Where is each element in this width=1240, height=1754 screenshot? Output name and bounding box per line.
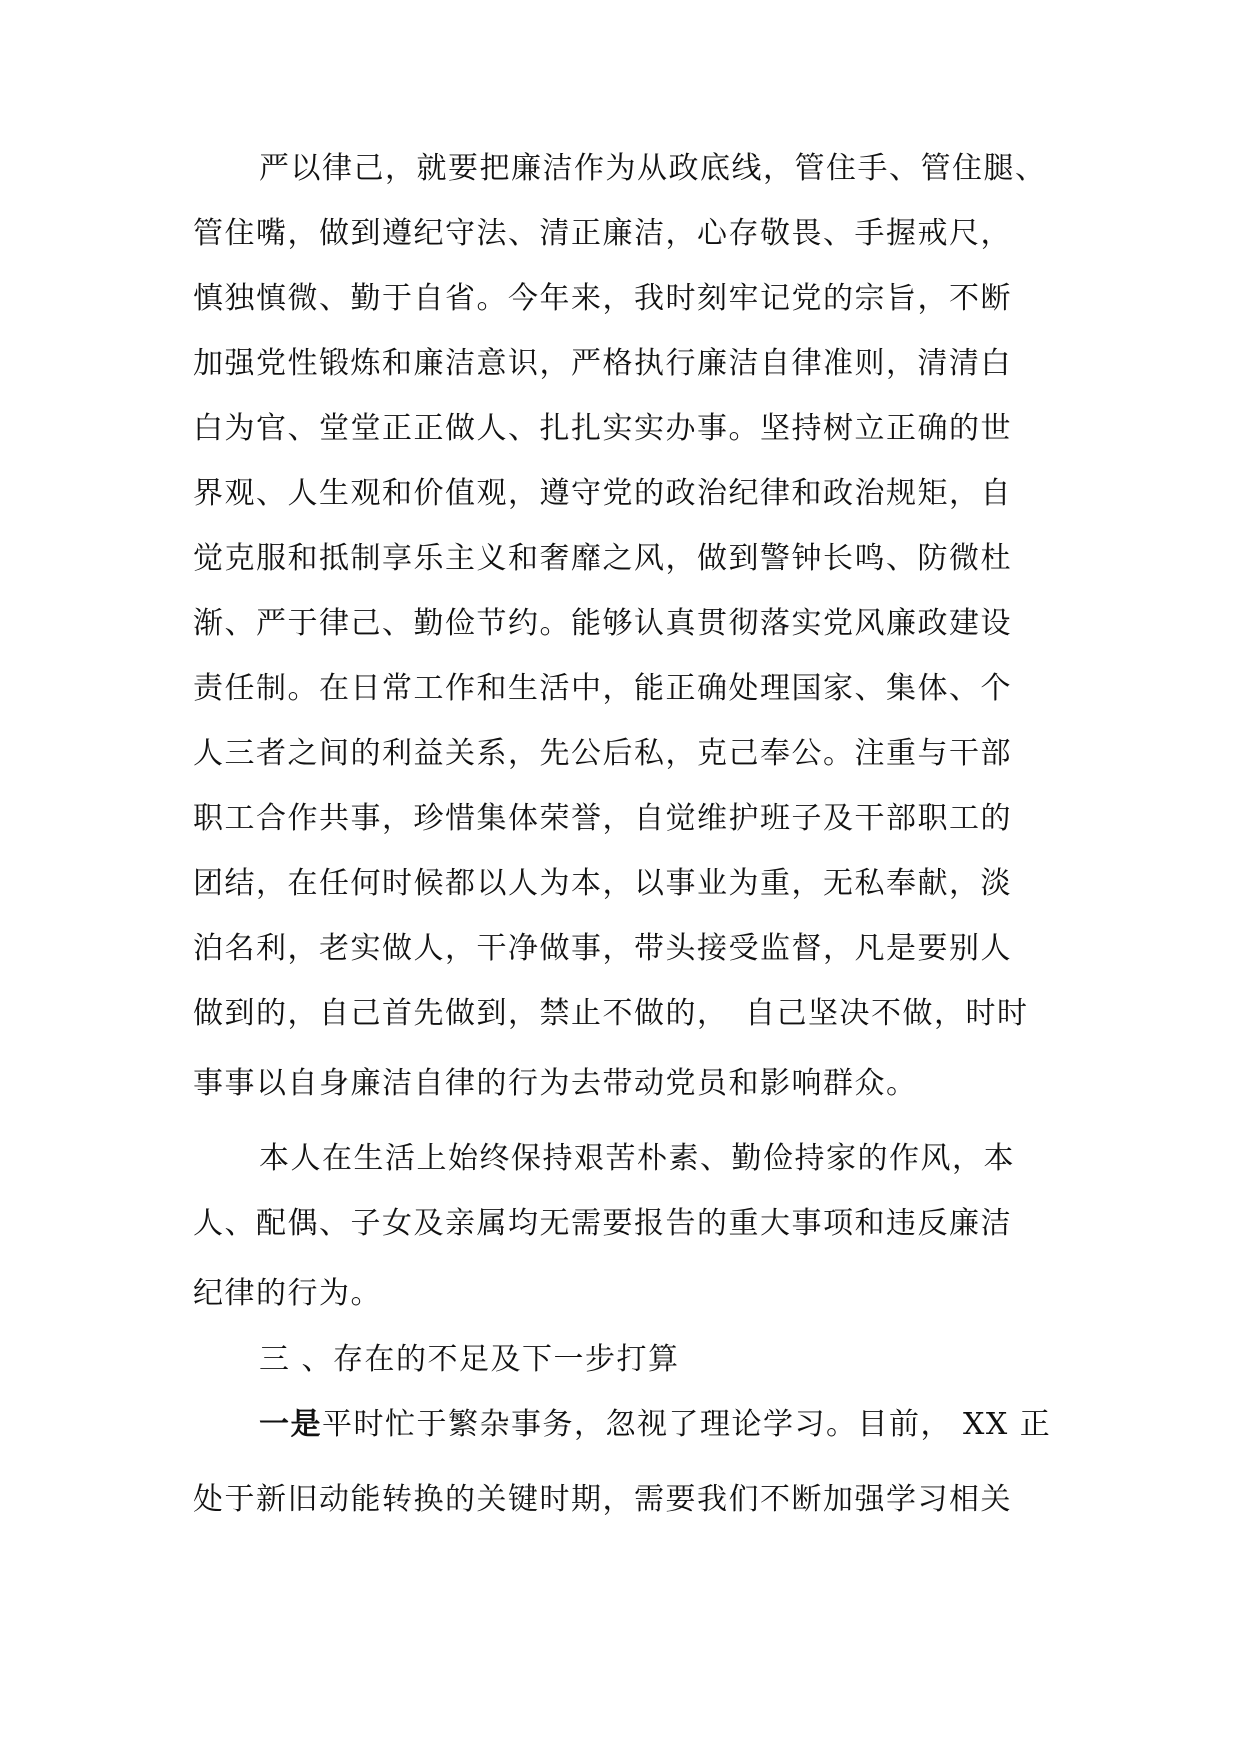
paragraph-line: 做到的，自己首先做到，禁止不做的， 自己坚决不做，时时 <box>193 996 1029 1031</box>
paragraph-line: 慎独慎微、勤于自省。今年来，我时刻牢记党的宗旨，不断 <box>193 281 1012 316</box>
paragraph-line: 界观、人生观和价值观，遵守党的政治纪律和政治规矩，自 <box>193 476 1012 511</box>
paragraph-line: 严以律己，就要把廉洁作为从政底线，管住手、管住腿、 <box>259 151 1047 186</box>
lead-bold-text: 一是 <box>259 1407 322 1442</box>
paragraph-line: 事事以自身廉洁自律的行为去带动党员和影响群众。 <box>193 1066 918 1101</box>
paragraph-line: 团结，在任何时候都以人为本，以事业为重，无私奉献，淡 <box>193 866 1012 901</box>
paragraph-line: 职工合作共事，珍惜集体荣誉，自觉维护班子及干部职工的 <box>193 801 1012 836</box>
paragraph-text: 平时忙于繁杂事务，忽视了理论学习。目前， XX 正 <box>322 1407 1052 1442</box>
paragraph-line: 管住嘴，做到遵纪守法、清正廉洁，心存敬畏、手握戒尺， <box>193 216 1012 251</box>
paragraph-line: 觉克服和抵制享乐主义和奢靡之风，做到警钟长鸣、防微杜 <box>193 541 1012 576</box>
paragraph-line: 渐、严于律己、勤俭节约。能够认真贯彻落实党风廉政建设 <box>193 606 1012 641</box>
paragraph-line <box>259 1405 1051 1445</box>
paragraph-line: 处于新旧动能转换的关键时期，需要我们不断加强学习相关 <box>193 1482 1012 1517</box>
paragraph-line: 纪律的行为。 <box>193 1276 382 1311</box>
section-heading: 三 、存在的不足及下一步打算 <box>259 1342 680 1377</box>
paragraph-line: 加强党性锻炼和廉洁意识，严格执行廉洁自律准则，清清白 <box>193 346 1012 381</box>
paragraph-line: 人三者之间的利益关系，先公后私，克己奉公。注重与干部 <box>193 736 1012 771</box>
paragraph-line: 人、配偶、子女及亲属均无需要报告的重大事项和违反廉洁 <box>193 1206 1012 1241</box>
paragraph-line: 本人在生活上始终保持艰苦朴素、勤俭持家的作风，本 <box>259 1141 1015 1176</box>
paragraph-line: 白为官、堂堂正正做人、扎扎实实办事。坚持树立正确的世 <box>193 411 1012 446</box>
paragraph-line: 泊名利，老实做人，干净做事，带头接受监督，凡是要别人 <box>193 931 1012 966</box>
paragraph-line: 责任制。在日常工作和生活中，能正确处理国家、集体、个 <box>193 671 1012 706</box>
